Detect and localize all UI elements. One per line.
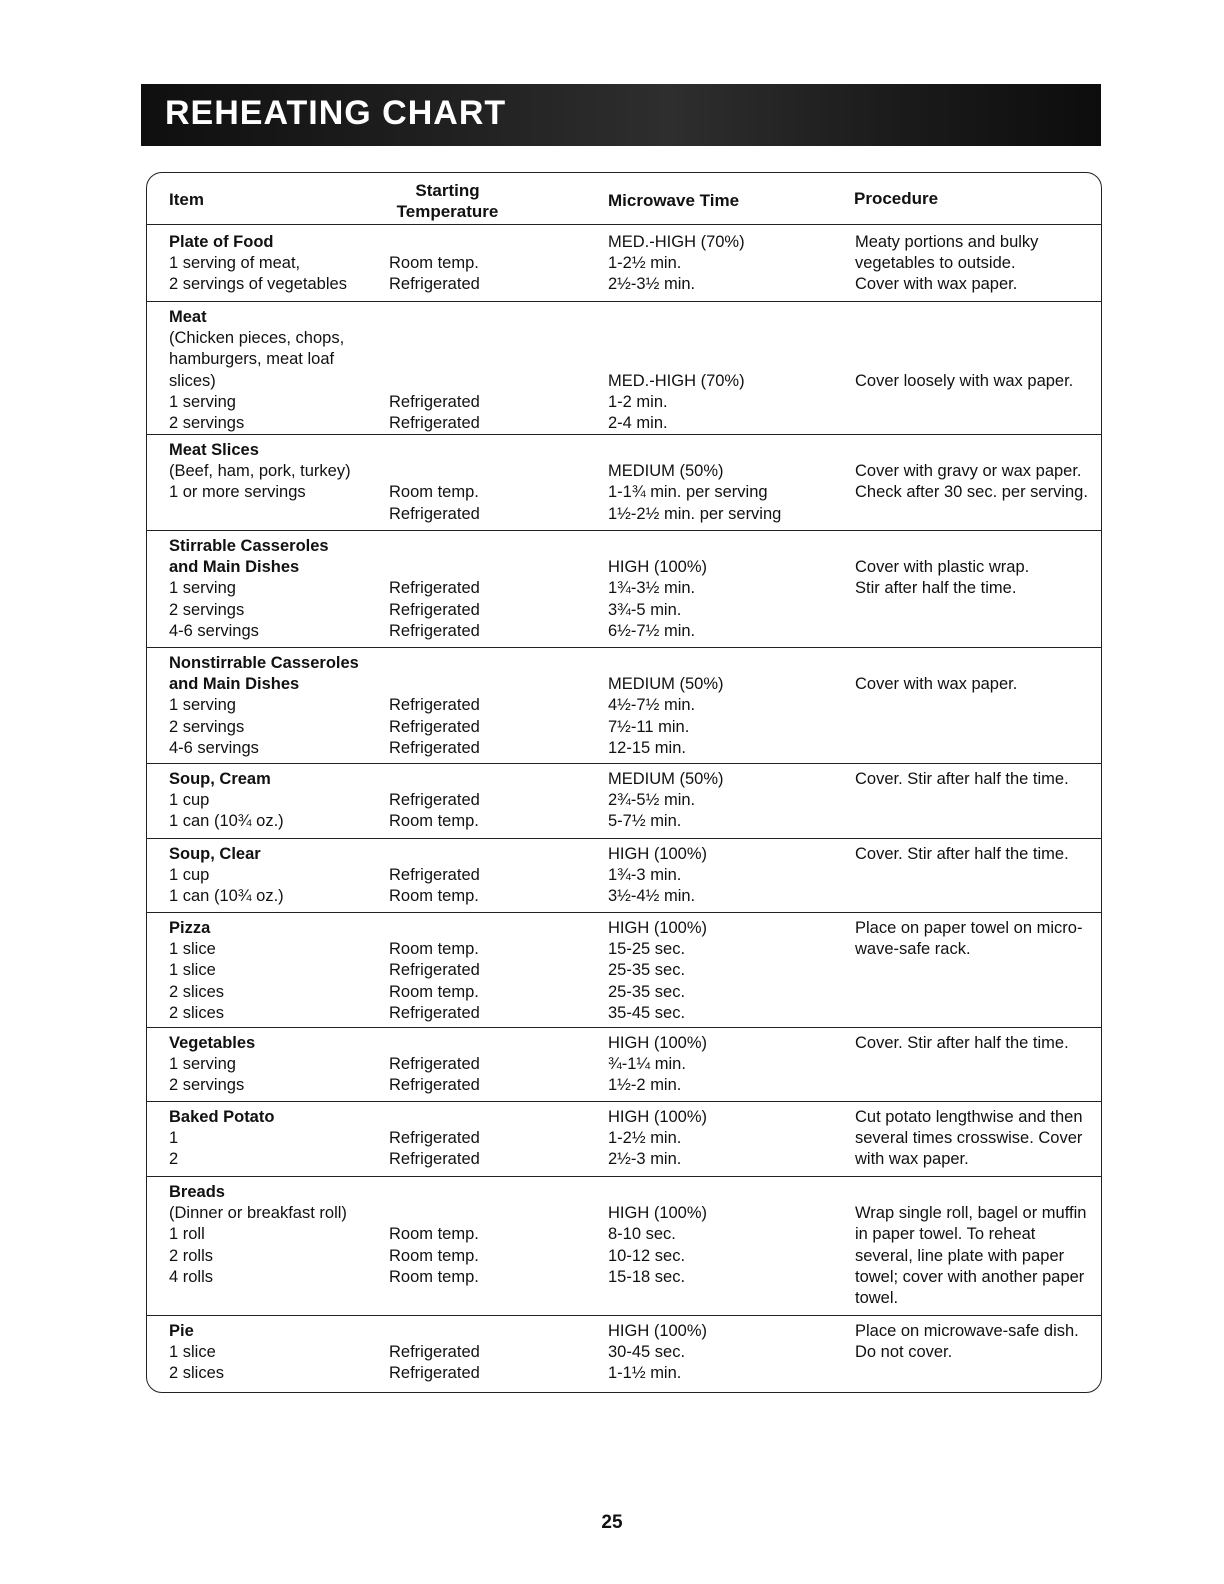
cell-temp	[389, 918, 599, 1024]
temp-line: Refrigerated	[389, 791, 480, 810]
reheating-table	[146, 172, 1102, 1393]
table-row	[147, 227, 1101, 301]
proc-line	[855, 307, 1091, 328]
time-line	[608, 307, 848, 328]
cell-proc	[855, 232, 1091, 296]
time-line: 12-15 min.	[608, 738, 686, 757]
temp-line: Room temp.	[389, 483, 479, 502]
item-line: Meat Slices	[169, 441, 259, 459]
time-line: 1-2 min.	[608, 392, 668, 411]
proc-line	[855, 1182, 1091, 1203]
proc-line: Cover loosely with wax paper.	[855, 371, 1074, 390]
cell-temp	[389, 769, 599, 833]
item-line: and Main Dishes	[169, 558, 300, 577]
cell-temp	[389, 653, 599, 759]
proc-line: Cover. Stir after half the time.	[855, 845, 1069, 863]
proc-line: Meaty portions and bulky	[855, 233, 1039, 251]
cell-proc	[855, 440, 1091, 504]
time-line	[608, 349, 848, 370]
temp-line: Room temp.	[389, 254, 479, 273]
proc-line	[855, 653, 1091, 674]
proc-line: Stir after half the time.	[855, 579, 1017, 598]
item-line: 2	[169, 1150, 179, 1169]
temp-line: Refrigerated	[389, 600, 480, 619]
item-line: 2 servings	[169, 717, 245, 736]
time-line: 1½-2½ min. per serving	[608, 504, 782, 523]
item-line: 4 rolls	[169, 1267, 214, 1286]
item-line: 2 servings of vegetables	[169, 275, 347, 294]
item-line: 1 serving	[169, 696, 236, 715]
time-line: 30-45 sec.	[608, 1343, 686, 1362]
time-line: 1-1½ min.	[608, 1364, 682, 1383]
temp-line: Room temp.	[389, 1267, 479, 1286]
time-line: 5-7½ min.	[608, 812, 682, 831]
proc-line: Cut potato lengthwise and then	[855, 1108, 1083, 1126]
temp-line: Refrigerated	[389, 961, 480, 980]
time-line: 25-35 sec.	[608, 982, 686, 1001]
item-line: hamburgers, meat loaf	[169, 350, 335, 369]
temp-line: Refrigerated	[389, 738, 480, 757]
proc-line: towel; cover with another paper	[855, 1267, 1085, 1286]
proc-line: Cover. Stir after half the time.	[855, 770, 1069, 788]
temp-line: Room temp.	[389, 982, 479, 1001]
temp-line: Refrigerated	[389, 1150, 480, 1169]
cell-proc	[855, 1033, 1091, 1054]
table-row	[147, 1101, 1101, 1177]
item-line: Stirrable Casseroles	[169, 537, 329, 555]
temp-line: Refrigerated	[389, 275, 480, 294]
item-line: Nonstirrable Casseroles	[169, 654, 359, 672]
cell-time	[608, 1182, 848, 1288]
temp-line	[389, 371, 599, 392]
time-line: 2-4 min.	[608, 413, 668, 432]
time-line: HIGH (100%)	[608, 1034, 708, 1052]
page-number: 25	[601, 1512, 623, 1533]
cell-temp	[389, 1321, 599, 1385]
cell-proc	[855, 1321, 1091, 1363]
time-line: 1½-2 min.	[608, 1076, 682, 1095]
temp-line: Room temp.	[389, 887, 479, 906]
time-line: ¾-1¼ min.	[608, 1055, 686, 1074]
cell-item	[169, 232, 389, 296]
item-line: 1 or more servings	[169, 483, 306, 502]
time-line: 2½-3 min.	[608, 1150, 682, 1169]
cell-time	[608, 536, 848, 642]
item-line: 2 servings	[169, 600, 245, 619]
item-line: Pizza	[169, 919, 211, 937]
item-line: 1 slice	[169, 1343, 216, 1362]
header-starting-temperature: Starting Temperature	[396, 181, 499, 221]
time-line	[608, 328, 848, 349]
time-line: MED.-HIGH (70%)	[608, 371, 745, 390]
time-line: MEDIUM (50%)	[608, 462, 724, 481]
item-line: 1 can (10¾ oz.)	[169, 887, 284, 906]
temp-line: Refrigerated	[389, 696, 480, 715]
time-line: HIGH (100%)	[608, 558, 708, 577]
cell-item	[169, 440, 389, 504]
time-line: 1¾-3 min.	[608, 866, 682, 885]
table-row	[147, 647, 1101, 764]
item-line: 1 can (10¾ oz.)	[169, 812, 284, 831]
temp-line	[389, 328, 599, 349]
proc-line: Do not cover.	[855, 1343, 953, 1362]
proc-line	[855, 440, 1091, 461]
cell-time	[608, 1321, 848, 1385]
item-line: 2 servings	[169, 413, 245, 432]
table-row	[147, 434, 1101, 531]
time-line: 3½-4½ min.	[608, 887, 696, 906]
cell-item	[169, 844, 389, 908]
cell-item	[169, 307, 389, 434]
cell-time	[608, 1033, 848, 1097]
temp-line	[389, 461, 599, 482]
title-banner	[141, 84, 1101, 146]
item-line: 1 serving of meat,	[169, 254, 301, 273]
temp-line: Refrigerated	[389, 1003, 480, 1022]
proc-line: Cover with wax paper.	[855, 675, 1018, 694]
cell-temp	[389, 1033, 599, 1097]
time-line: HIGH (100%)	[608, 845, 708, 863]
time-line: 15-25 sec.	[608, 940, 686, 959]
cell-item	[169, 918, 389, 1024]
temp-line: Room temp.	[389, 1225, 479, 1244]
header-microwave-time: Microwave Time	[608, 191, 740, 210]
item-line: 1 roll	[169, 1225, 205, 1244]
time-line: 10-12 sec.	[608, 1246, 686, 1265]
table-row	[147, 838, 1101, 913]
proc-line: Place on paper towel on micro-	[855, 919, 1083, 937]
cell-time	[608, 918, 848, 1024]
temp-line	[389, 307, 599, 328]
proc-line: with wax paper.	[855, 1150, 969, 1169]
time-line: 3¾-5 min.	[608, 600, 682, 619]
temp-line: Room temp.	[389, 1246, 479, 1265]
time-line: MEDIUM (50%)	[608, 675, 724, 694]
temp-line	[389, 844, 599, 865]
item-line: 1 serving	[169, 392, 236, 411]
proc-line: in paper towel. To reheat	[855, 1225, 1036, 1244]
cell-proc	[855, 918, 1091, 960]
item-line: 1 slice	[169, 961, 216, 980]
proc-line	[855, 536, 1091, 557]
table-row	[147, 1027, 1101, 1102]
cell-time	[608, 1107, 848, 1171]
temp-line	[389, 440, 599, 461]
cell-item	[169, 1321, 389, 1385]
cell-item	[169, 769, 389, 833]
item-line: Soup, Clear	[169, 845, 261, 863]
time-line: HIGH (100%)	[608, 919, 708, 937]
temp-line: Refrigerated	[389, 866, 480, 885]
temp-line	[389, 1203, 599, 1224]
time-line: 4½-7½ min.	[608, 696, 696, 715]
time-line: 1-1¾ min. per serving	[608, 483, 768, 502]
item-line: 2 slices	[169, 1364, 225, 1383]
item-line: 1 cup	[169, 866, 210, 885]
header-procedure: Procedure	[854, 189, 939, 208]
temp-line: Refrigerated	[389, 579, 480, 598]
time-line: 7½-11 min.	[608, 717, 690, 736]
temp-line: Refrigerated	[389, 1055, 480, 1074]
temp-line: Refrigerated	[389, 717, 480, 736]
time-line: MEDIUM (50%)	[608, 770, 724, 788]
item-line: 2 servings	[169, 1076, 245, 1095]
item-line: Baked Potato	[169, 1108, 275, 1126]
cell-time	[608, 844, 848, 908]
proc-line	[855, 349, 1091, 370]
temp-line	[389, 232, 599, 253]
proc-line: towel.	[855, 1288, 899, 1307]
item-line: 1	[169, 1129, 179, 1148]
temp-line	[389, 653, 599, 674]
time-line: 6½-7½ min.	[608, 621, 696, 640]
table-row	[147, 1176, 1101, 1316]
item-line: Soup, Cream	[169, 770, 271, 788]
chart-title: REHEATING CHART	[165, 94, 507, 132]
temp-line	[389, 557, 599, 578]
time-line	[608, 440, 848, 461]
item-line: slices)	[169, 371, 216, 390]
temp-line	[389, 1321, 599, 1342]
header-item: Item	[169, 190, 204, 209]
time-line	[608, 653, 848, 674]
temp-line: Refrigerated	[389, 504, 480, 523]
time-line: HIGH (100%)	[608, 1322, 708, 1340]
item-line: Vegetables	[169, 1034, 256, 1052]
item-line: 4-6 servings	[169, 621, 259, 640]
cell-temp	[389, 232, 599, 296]
proc-line	[855, 328, 1091, 349]
cell-item	[169, 1107, 389, 1171]
temp-line	[389, 1182, 599, 1203]
time-line: 2½-3½ min.	[608, 275, 696, 294]
proc-line: wave-safe rack.	[855, 940, 971, 959]
temp-line: Room temp.	[389, 940, 479, 959]
cell-proc	[855, 1107, 1091, 1171]
temp-line: Refrigerated	[389, 1129, 480, 1148]
proc-line: Wrap single roll, bagel or muffin	[855, 1204, 1087, 1223]
cell-temp	[389, 307, 599, 434]
cell-temp	[389, 536, 599, 642]
time-line: 15-18 sec.	[608, 1267, 686, 1286]
item-line: and Main Dishes	[169, 675, 300, 694]
item-line: 1 slice	[169, 940, 216, 959]
cell-time	[608, 653, 848, 759]
temp-line	[389, 769, 599, 790]
time-line: 1-2½ min.	[608, 1129, 682, 1148]
time-line: 25-35 sec.	[608, 961, 686, 980]
table-row	[147, 763, 1101, 839]
time-line: 8-10 sec.	[608, 1225, 676, 1244]
cell-proc	[855, 653, 1091, 695]
temp-line	[389, 1033, 599, 1054]
item-line: 2 slices	[169, 982, 225, 1001]
table-row	[147, 301, 1101, 435]
cell-proc	[855, 844, 1091, 865]
temp-line: Room temp.	[389, 812, 479, 831]
item-line: (Beef, ham, pork, turkey)	[169, 462, 351, 481]
item-line: Pie	[169, 1322, 194, 1340]
table-row	[147, 530, 1101, 648]
item-line: 2 slices	[169, 1003, 225, 1022]
temp-line: Refrigerated	[389, 1343, 480, 1362]
cell-temp	[389, 844, 599, 908]
proc-line: several, line plate with paper	[855, 1246, 1065, 1265]
item-line: (Chicken pieces, chops,	[169, 329, 345, 348]
time-line: 1-2½ min.	[608, 254, 682, 273]
cell-time	[608, 307, 848, 434]
item-line: 1 serving	[169, 579, 236, 598]
temp-line	[389, 536, 599, 557]
temp-line: Refrigerated	[389, 621, 480, 640]
time-line: HIGH (100%)	[608, 1204, 708, 1223]
time-line: HIGH (100%)	[608, 1108, 708, 1126]
cell-temp	[389, 1107, 599, 1171]
item-line: 2 rolls	[169, 1246, 214, 1265]
temp-line	[389, 349, 599, 370]
cell-temp	[389, 440, 599, 525]
proc-line: Check after 30 sec. per serving.	[855, 483, 1088, 502]
time-line	[608, 1182, 848, 1203]
cell-time	[608, 769, 848, 833]
cell-proc	[855, 769, 1091, 790]
temp-line	[389, 918, 599, 939]
table-row	[147, 912, 1101, 1028]
temp-line: Refrigerated	[389, 392, 480, 411]
proc-line: Cover with wax paper.	[855, 275, 1018, 294]
cell-proc	[855, 1182, 1091, 1309]
proc-line: Cover with plastic wrap.	[855, 558, 1030, 577]
time-line: 35-45 sec.	[608, 1003, 686, 1022]
cell-proc	[855, 536, 1091, 600]
temp-line: Refrigerated	[389, 1364, 480, 1383]
item-line: 4-6 servings	[169, 738, 259, 757]
temp-line: Refrigerated	[389, 1076, 480, 1095]
temp-line: Refrigerated	[389, 413, 480, 432]
proc-line: Cover with gravy or wax paper.	[855, 462, 1082, 481]
time-line: 2¾-5½ min.	[608, 791, 696, 810]
cell-proc	[855, 307, 1091, 392]
item-line: Breads	[169, 1183, 225, 1201]
proc-line: Place on microwave-safe dish.	[855, 1322, 1079, 1340]
cell-item	[169, 1033, 389, 1097]
item-line: 1 cup	[169, 791, 210, 810]
cell-time	[608, 440, 848, 525]
proc-line: Cover. Stir after half the time.	[855, 1034, 1069, 1052]
proc-line: several times crosswise. Cover	[855, 1129, 1083, 1148]
proc-line: vegetables to outside.	[855, 254, 1016, 273]
temp-line	[389, 674, 599, 695]
table-row	[147, 1315, 1101, 1395]
time-line: 1¾-3½ min.	[608, 579, 696, 598]
time-line	[608, 536, 848, 557]
cell-item	[169, 1182, 389, 1288]
item-line: 1 serving	[169, 1055, 236, 1074]
cell-item	[169, 536, 389, 642]
cell-temp	[389, 1182, 599, 1288]
item-line: Plate of Food	[169, 233, 274, 251]
temp-line	[389, 1107, 599, 1128]
item-line: Meat	[169, 308, 207, 326]
item-line: (Dinner or breakfast roll)	[169, 1204, 347, 1223]
cell-time	[608, 232, 848, 296]
cell-item	[169, 653, 389, 759]
table-header	[147, 173, 1101, 225]
time-line: MED.-HIGH (70%)	[608, 233, 745, 251]
